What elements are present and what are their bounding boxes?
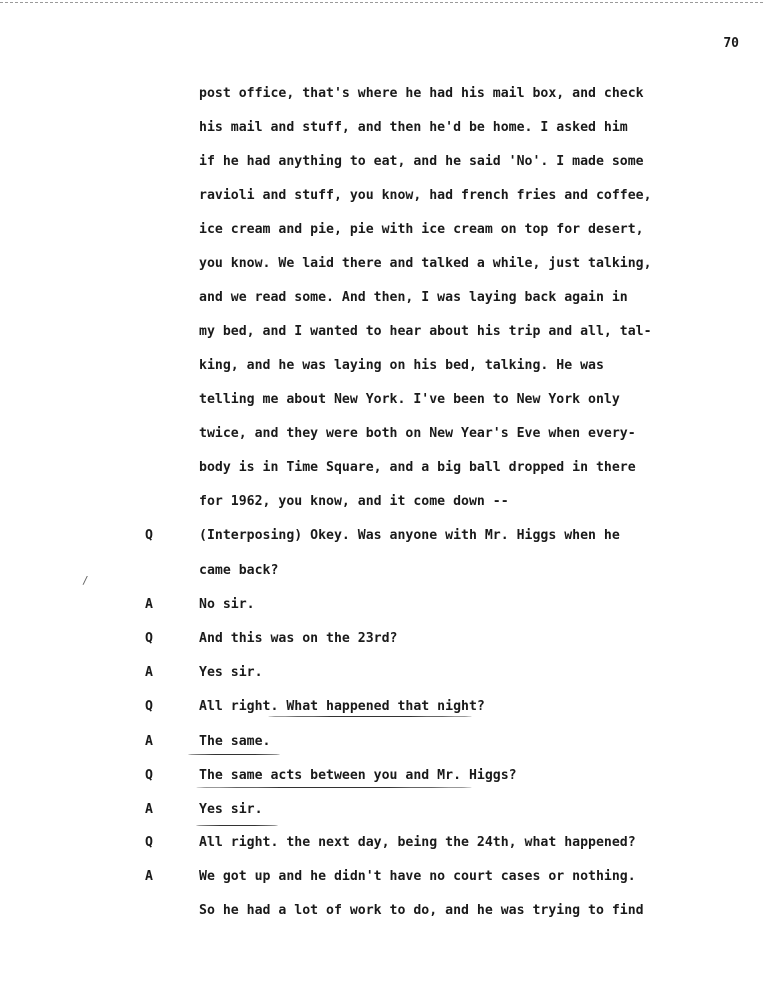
speaker-label: A	[145, 734, 153, 749]
narrative-line: king, and he was laying on his bed, talking. He was	[199, 358, 604, 373]
handwritten-underline	[188, 754, 280, 755]
narrative-line: twice, and they were both on New Year's Eve when every-	[199, 426, 636, 441]
transcript-line: The same.	[199, 734, 271, 749]
page-number: 70	[723, 36, 739, 51]
speaker-label: Q	[145, 835, 153, 850]
transcript-line: All right. the next day, being the 24th, what happened?	[199, 835, 636, 850]
narrative-line: post office, that's where he had his mail box, and check	[199, 86, 644, 101]
handwritten-underline	[196, 787, 472, 788]
narrative-line: for 1962, you know, and it come down --	[199, 494, 509, 509]
transcript-line: All right. What happened that night?	[199, 699, 485, 714]
transcript-line: (Interposing) Okey. Was anyone with Mr. Higgs when he	[199, 528, 620, 543]
transcript-line: came back?	[199, 563, 279, 578]
page-top-border	[0, 2, 763, 3]
transcript-line: The same acts between you and Mr. Higgs?	[199, 768, 517, 783]
transcript-line: Yes sir.	[199, 665, 263, 680]
transcript-line: So he had a lot of work to do, and he was trying to find	[199, 903, 644, 918]
speaker-label: Q	[145, 699, 153, 714]
speaker-label: Q	[145, 528, 153, 543]
narrative-line: body is in Time Square, and a big ball dropped in there	[199, 460, 636, 475]
speaker-label: A	[145, 597, 153, 612]
stray-pen-mark: /	[82, 574, 89, 587]
narrative-line: if he had anything to eat, and he said 'No'. I made some	[199, 154, 644, 169]
handwritten-underline	[196, 825, 278, 826]
narrative-line: telling me about New York. I've been to New York only	[199, 392, 620, 407]
transcript-line: And this was on the 23rd?	[199, 631, 398, 646]
narrative-line: my bed, and I wanted to hear about his trip and all, tal-	[199, 324, 652, 339]
transcript-line: No sir.	[199, 597, 255, 612]
speaker-label: A	[145, 869, 153, 884]
speaker-label: A	[145, 665, 153, 680]
transcript-line: We got up and he didn't have no court cases or nothing.	[199, 869, 636, 884]
speaker-label: A	[145, 802, 153, 817]
transcript-line: Yes sir.	[199, 802, 263, 817]
narrative-line: and we read some. And then, I was laying back again in	[199, 290, 628, 305]
narrative-line: ice cream and pie, pie with ice cream on top for desert,	[199, 222, 644, 237]
narrative-line: his mail and stuff, and then he'd be home. I asked him	[199, 120, 628, 135]
narrative-line: ravioli and stuff, you know, had french fries and coffee,	[199, 188, 652, 203]
speaker-label: Q	[145, 631, 153, 646]
speaker-label: Q	[145, 768, 153, 783]
handwritten-underline	[268, 716, 472, 717]
narrative-line: you know. We laid there and talked a while, just talking,	[199, 256, 652, 271]
